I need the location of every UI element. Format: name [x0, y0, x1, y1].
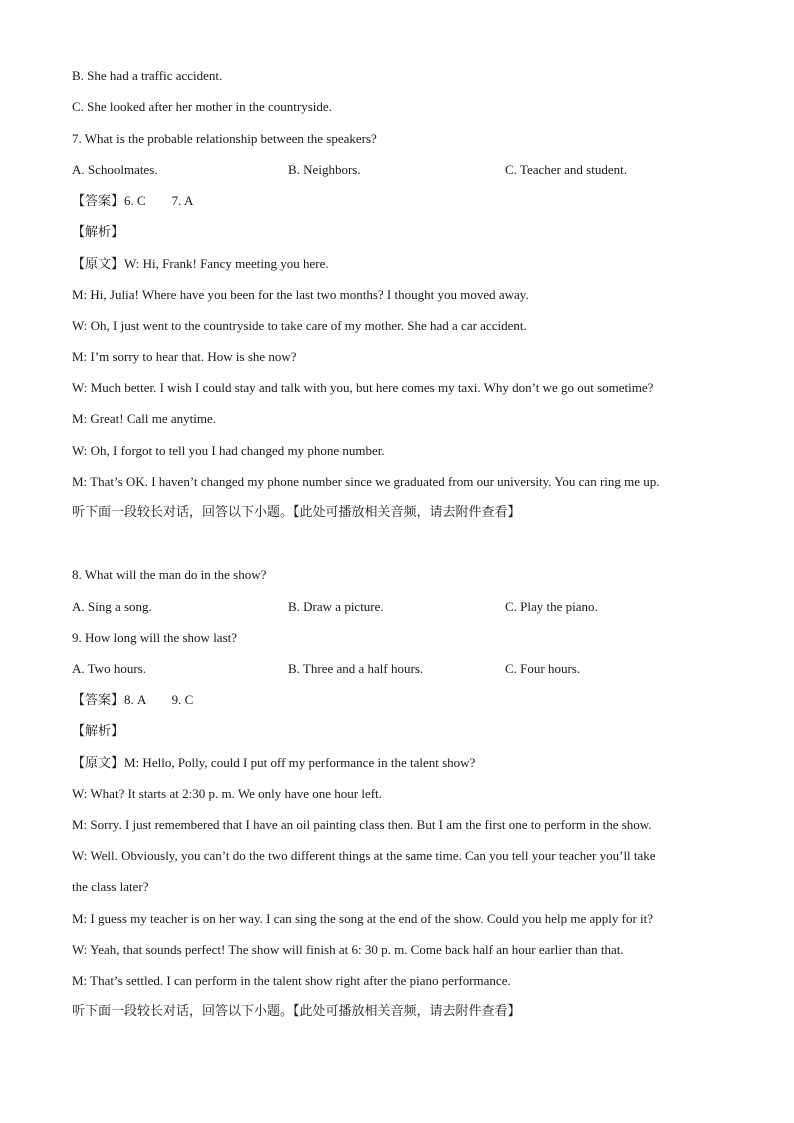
q8-question: 8. What will the man do in the show?	[72, 567, 267, 582]
q8-option-a: A. Sing a song.	[72, 599, 152, 614]
q9-question: 9. How long will the show last?	[72, 630, 238, 645]
answer-label: 【答案】	[72, 693, 125, 708]
dialogue-line: W: Oh, I forgot to tell you I had changed my phone number.	[72, 443, 385, 458]
q8-option-c: C. Play the piano.	[505, 599, 598, 614]
answer-text: 6. C 7. A	[124, 193, 194, 208]
dialogue-line: M: Sorry. I just remembered that I have an oil painting class then. But I am the first one to perform in the show.	[72, 817, 652, 832]
dialogue-text: W: Hi, Frank! Fancy meeting you here.	[124, 256, 329, 271]
dialogue-line: M: Hi, Julia! Where have you been for the last two months? I thought you moved away.	[72, 287, 529, 302]
dialogue-line: W: Much better. I wish I could stay and talk with you, but here comes my taxi. Why don’t we go out sometime?	[72, 380, 654, 395]
q7-question: 7. What is the probable relationship between the speakers?	[72, 131, 377, 146]
analysis-label: 【解析】	[72, 724, 125, 739]
section-instruction: 听下面一段较长对话，回答以下小题。【此处可播放相关音频，请去附件查看】	[72, 505, 521, 520]
answer-label: 【答案】	[72, 194, 125, 209]
dialogue-text: M: Hello, Polly, could I put off my performance in the talent show?	[124, 755, 476, 770]
dialogue-line: W: What? It starts at 2:30 p. m. We only have one hour left.	[72, 786, 382, 801]
q6-option-b: B. She had a traffic accident.	[72, 68, 223, 83]
answer-line-1	[72, 193, 193, 210]
answer-text: 8. A 9. C	[124, 692, 194, 707]
q7-option-b: B. Neighbors.	[288, 162, 361, 177]
analysis-label: 【解析】	[72, 225, 125, 240]
dialogue-line	[72, 256, 329, 273]
dialogue-line: M: Great! Call me anytime.	[72, 411, 217, 426]
dialogue-line: the class later?	[72, 879, 149, 894]
q7-option-a: A. Schoolmates.	[72, 162, 158, 177]
q9-option-c: C. Four hours.	[505, 661, 581, 676]
q8-option-b: B. Draw a picture.	[288, 599, 384, 614]
analysis-line-1	[72, 224, 124, 241]
original-text-label: 【原文】	[72, 756, 125, 771]
dialogue-line	[72, 755, 475, 772]
q9-option-a: A. Two hours.	[72, 661, 146, 676]
q7-option-c: C. Teacher and student.	[505, 162, 627, 177]
analysis-line-2	[72, 723, 124, 740]
section-instruction: 听下面一段较长对话，回答以下小题。【此处可播放相关音频，请去附件查看】	[72, 1004, 521, 1019]
q6-option-c: C. She looked after her mother in the countryside.	[72, 99, 332, 114]
answer-line-2	[72, 692, 193, 709]
q9-option-b: B. Three and a half hours.	[288, 661, 424, 676]
dialogue-line: M: That’s settled. I can perform in the talent show right after the piano performance.	[72, 973, 511, 988]
dialogue-line: M: I’m sorry to hear that. How is she now?	[72, 349, 297, 364]
dialogue-line: W: Well. Obviously, you can’t do the two different things at the same time. Can you tell your teacher you’ll take	[72, 848, 656, 863]
dialogue-line: M: I guess my teacher is on her way. I can sing the song at the end of the show. Could you help me apply for it?	[72, 911, 654, 926]
dialogue-line: W: Yeah, that sounds perfect! The show will finish at 6: 30 p. m. Come back half an hour earlier than that.	[72, 942, 624, 957]
original-text-label: 【原文】	[72, 257, 125, 272]
dialogue-line: W: Oh, I just went to the countryside to take care of my mother. She had a car accident.	[72, 318, 527, 333]
dialogue-line: M: That’s OK. I haven’t changed my phone number since we graduated from our university. You can ring me up.	[72, 474, 660, 489]
